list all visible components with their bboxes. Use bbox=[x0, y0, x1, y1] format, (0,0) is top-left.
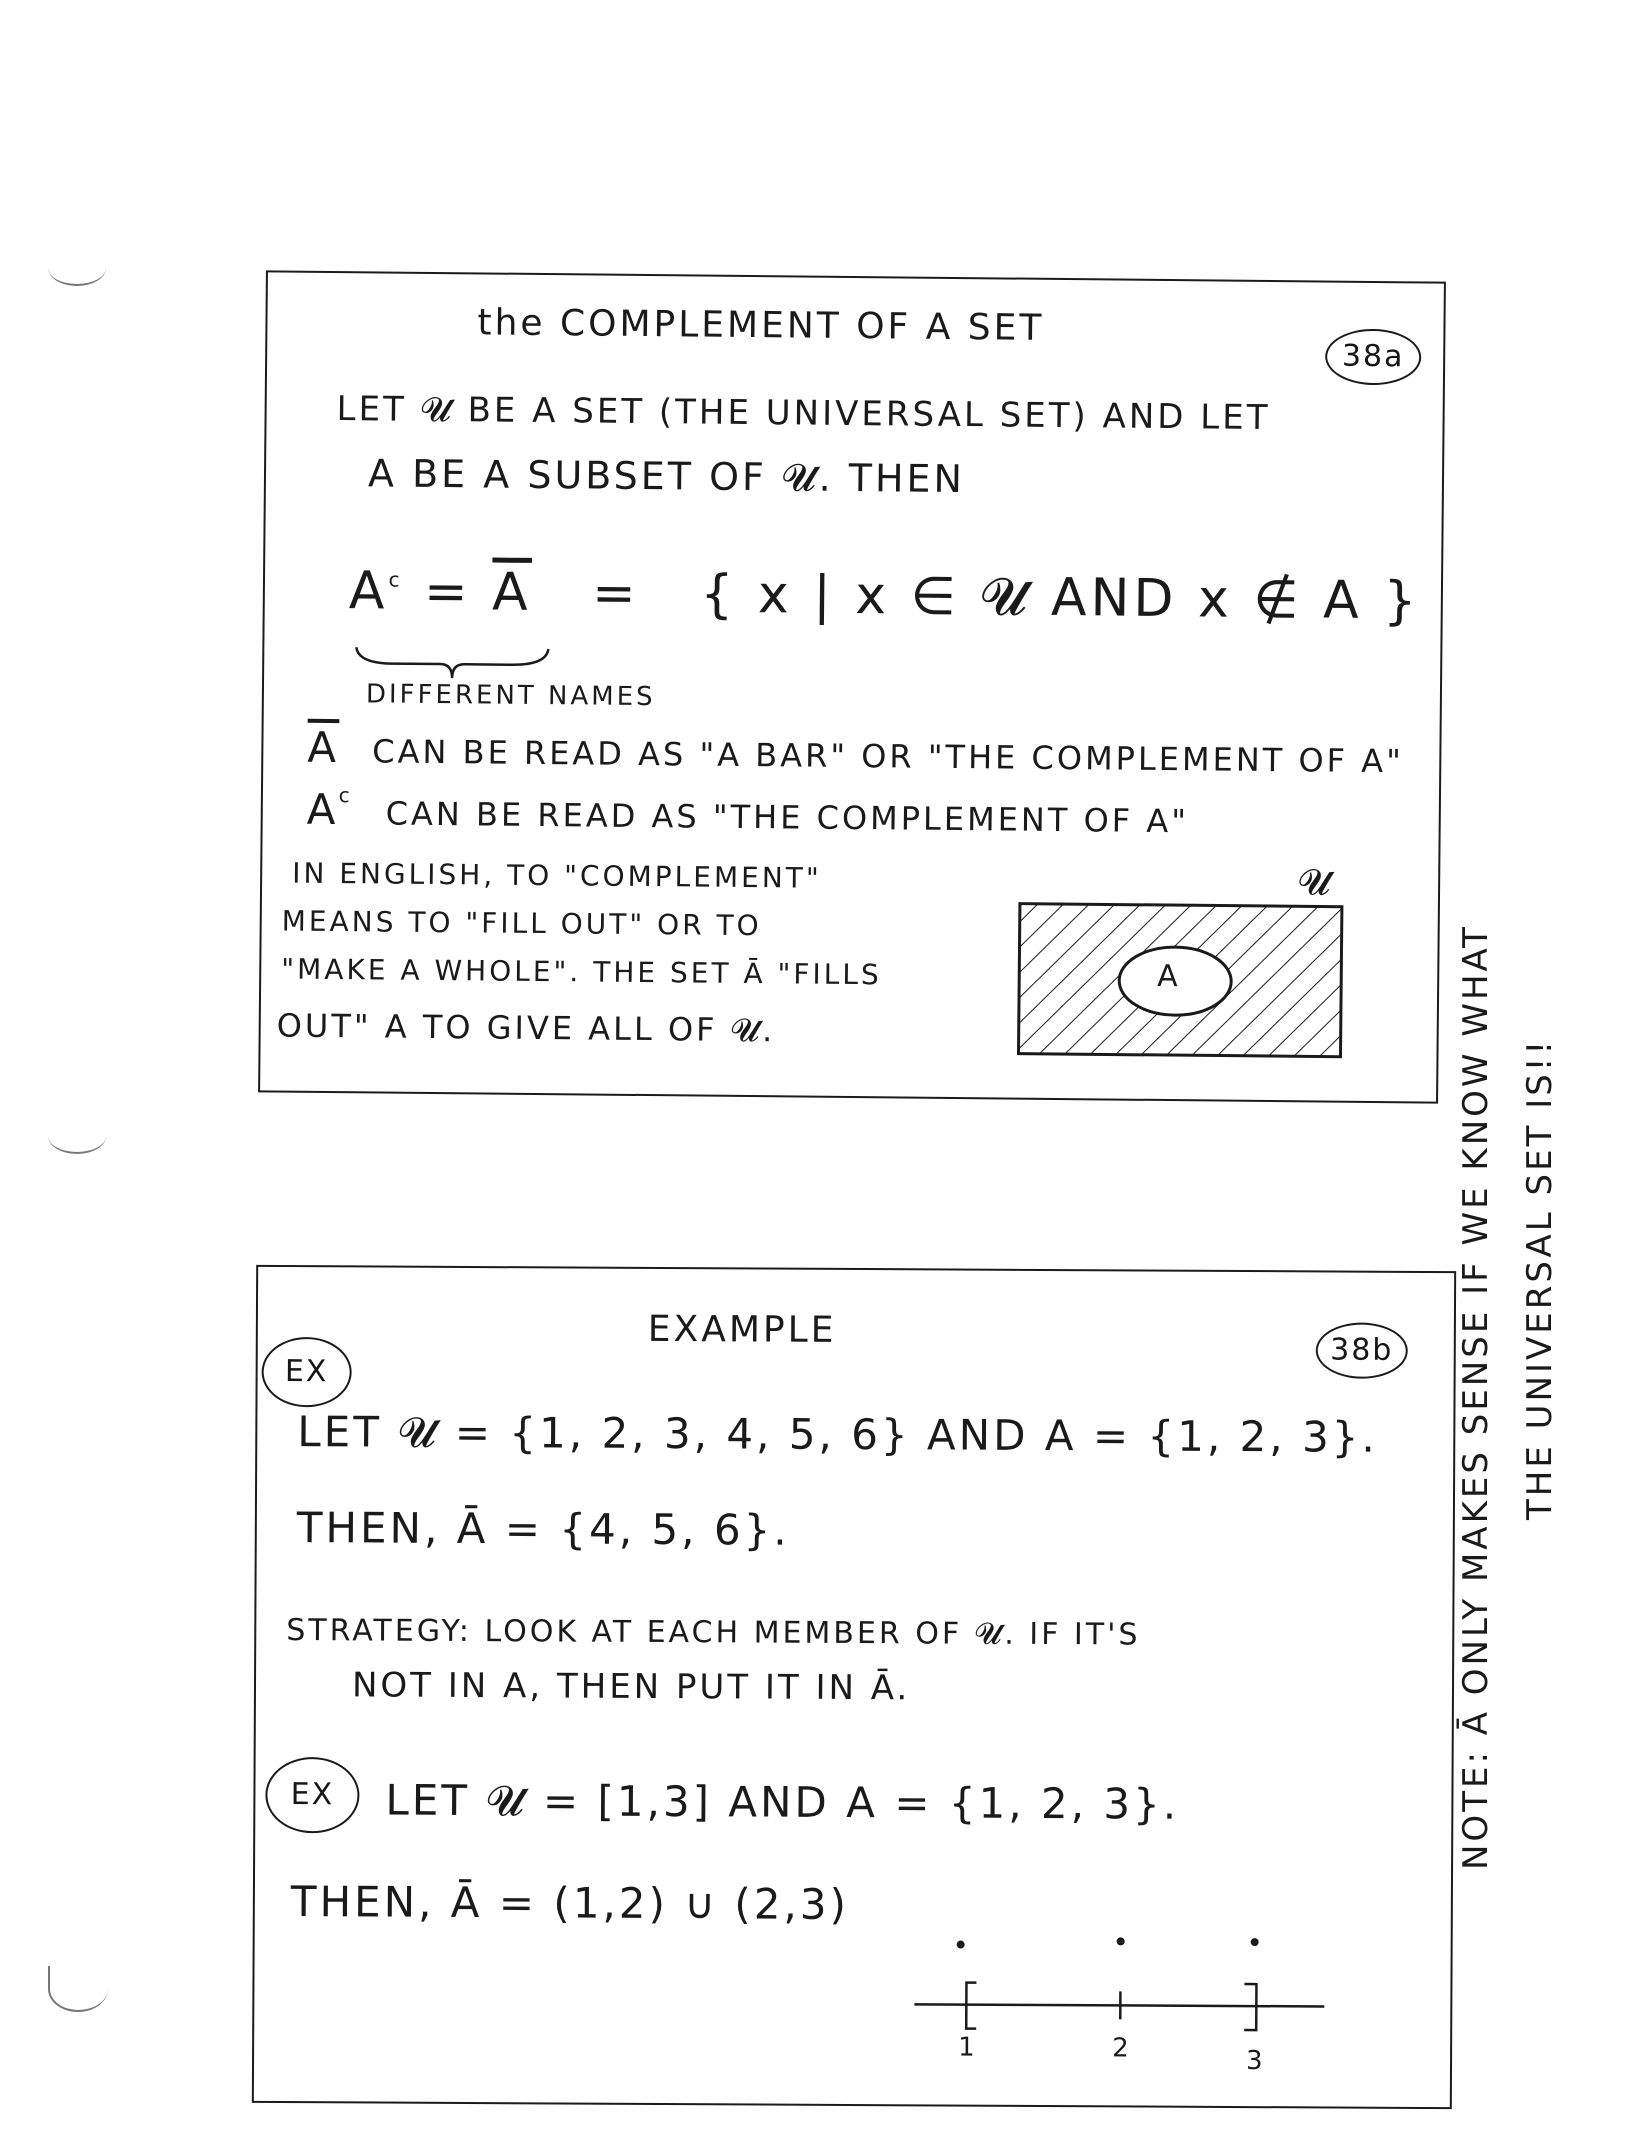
complement-formula bbox=[349, 561, 1421, 632]
definition-line-2: A BE A SUBSET OF 𝓤. THEN bbox=[367, 451, 966, 502]
strategy-line-1: STRATEGY: LOOK AT EACH MEMBER OF 𝓤. IF IT'S bbox=[286, 1613, 1141, 1653]
brace-label: DIFFERENT NAMES bbox=[365, 679, 656, 713]
venn-set-label: A bbox=[1157, 958, 1181, 995]
formula-a-base: A bbox=[348, 561, 389, 622]
formula-a-sup: c bbox=[388, 567, 404, 592]
card-example bbox=[252, 1265, 1456, 2109]
reading-1-symbol: $\overline{A}$ bbox=[307, 722, 340, 773]
english-line-4: OUT" A TO GIVE ALL OF 𝓤. bbox=[276, 1006, 776, 1050]
tick-label-2: 2 bbox=[1112, 2033, 1132, 2064]
venn-universe-label: 𝓤 bbox=[1297, 862, 1334, 904]
reading-2-text: CAN BE READ AS "THE COMPLEMENT OF A" bbox=[385, 794, 1190, 841]
binder-hole-top bbox=[48, 250, 106, 286]
english-line-2: MEANS TO "FILL OUT" OR TO bbox=[281, 904, 762, 943]
binder-hole-middle bbox=[48, 1118, 106, 1154]
card-complement-definition bbox=[258, 270, 1446, 1103]
tick-label-1: 1 bbox=[958, 2032, 978, 2063]
reading-line-1 bbox=[307, 723, 1404, 783]
point-dot-1 bbox=[957, 1941, 965, 1949]
formula-a-bar: $\overline{A}$ bbox=[491, 562, 532, 623]
point-dot-3 bbox=[1251, 1938, 1259, 1946]
definition-line-1: LET 𝓤 BE A SET (THE UNIVERSAL SET) AND LET bbox=[336, 389, 1271, 439]
ex-marker-1: EX bbox=[261, 1337, 351, 1407]
example-1-line-1: LET 𝓤 = {1, 2, 3, 4, 5, 6} AND A = {1, 2, 3}. bbox=[297, 1407, 1378, 1462]
tick-label-3: 3 bbox=[1245, 2046, 1266, 2077]
side-note-line-2: THE UNIVERSAL SET IS!! bbox=[1520, 1037, 1560, 1520]
card-a-badge: 38a bbox=[1325, 329, 1422, 386]
binder-hole-bottom bbox=[48, 1966, 108, 2012]
reading-1-text: CAN BE READ AS "A BAR" OR "THE COMPLEMENT OF A" bbox=[372, 732, 1405, 781]
strategy-line-2: NOT IN A, THEN PUT IT IN Ā. bbox=[351, 1665, 911, 1709]
reading-line-2 bbox=[307, 783, 1190, 842]
reading-2-base: A bbox=[306, 784, 339, 835]
card-b-badge: 38b bbox=[1316, 1322, 1408, 1378]
card-b-title: EXAMPLE bbox=[647, 1308, 837, 1351]
english-line-3: "MAKE A WHOLE". THE SET Ā "FILLS bbox=[281, 952, 882, 992]
formula-eq-1: = bbox=[423, 561, 472, 623]
example-2-line-1: LET 𝓤 = [1,3] AND A = {1, 2, 3}. bbox=[385, 1775, 1180, 1829]
ex-marker-2: EX bbox=[265, 1757, 359, 1833]
example-2-line-2: THEN, Ā = (1,2) ∪ (2,3) bbox=[290, 1877, 850, 1929]
english-line-1: IN ENGLISH, TO "COMPLEMENT" bbox=[292, 856, 822, 895]
formula-set-builder: { x | x ∈ 𝓤 AND x ∉ A } bbox=[700, 564, 1421, 632]
side-note-line-1: NOTE: Ā ONLY MAKES SENSE IF WE KNOW WHAT bbox=[1456, 924, 1496, 1870]
side-note bbox=[1456, 750, 1576, 1870]
example-1-line-2: THEN, Ā = {4, 5, 6}. bbox=[296, 1503, 790, 1555]
reading-2-sup: c bbox=[338, 783, 353, 808]
point-dot-2 bbox=[1117, 1937, 1125, 1945]
card-a-title: the COMPLEMENT OF A SET bbox=[477, 302, 1045, 349]
formula-eq-2: = bbox=[591, 563, 641, 624]
